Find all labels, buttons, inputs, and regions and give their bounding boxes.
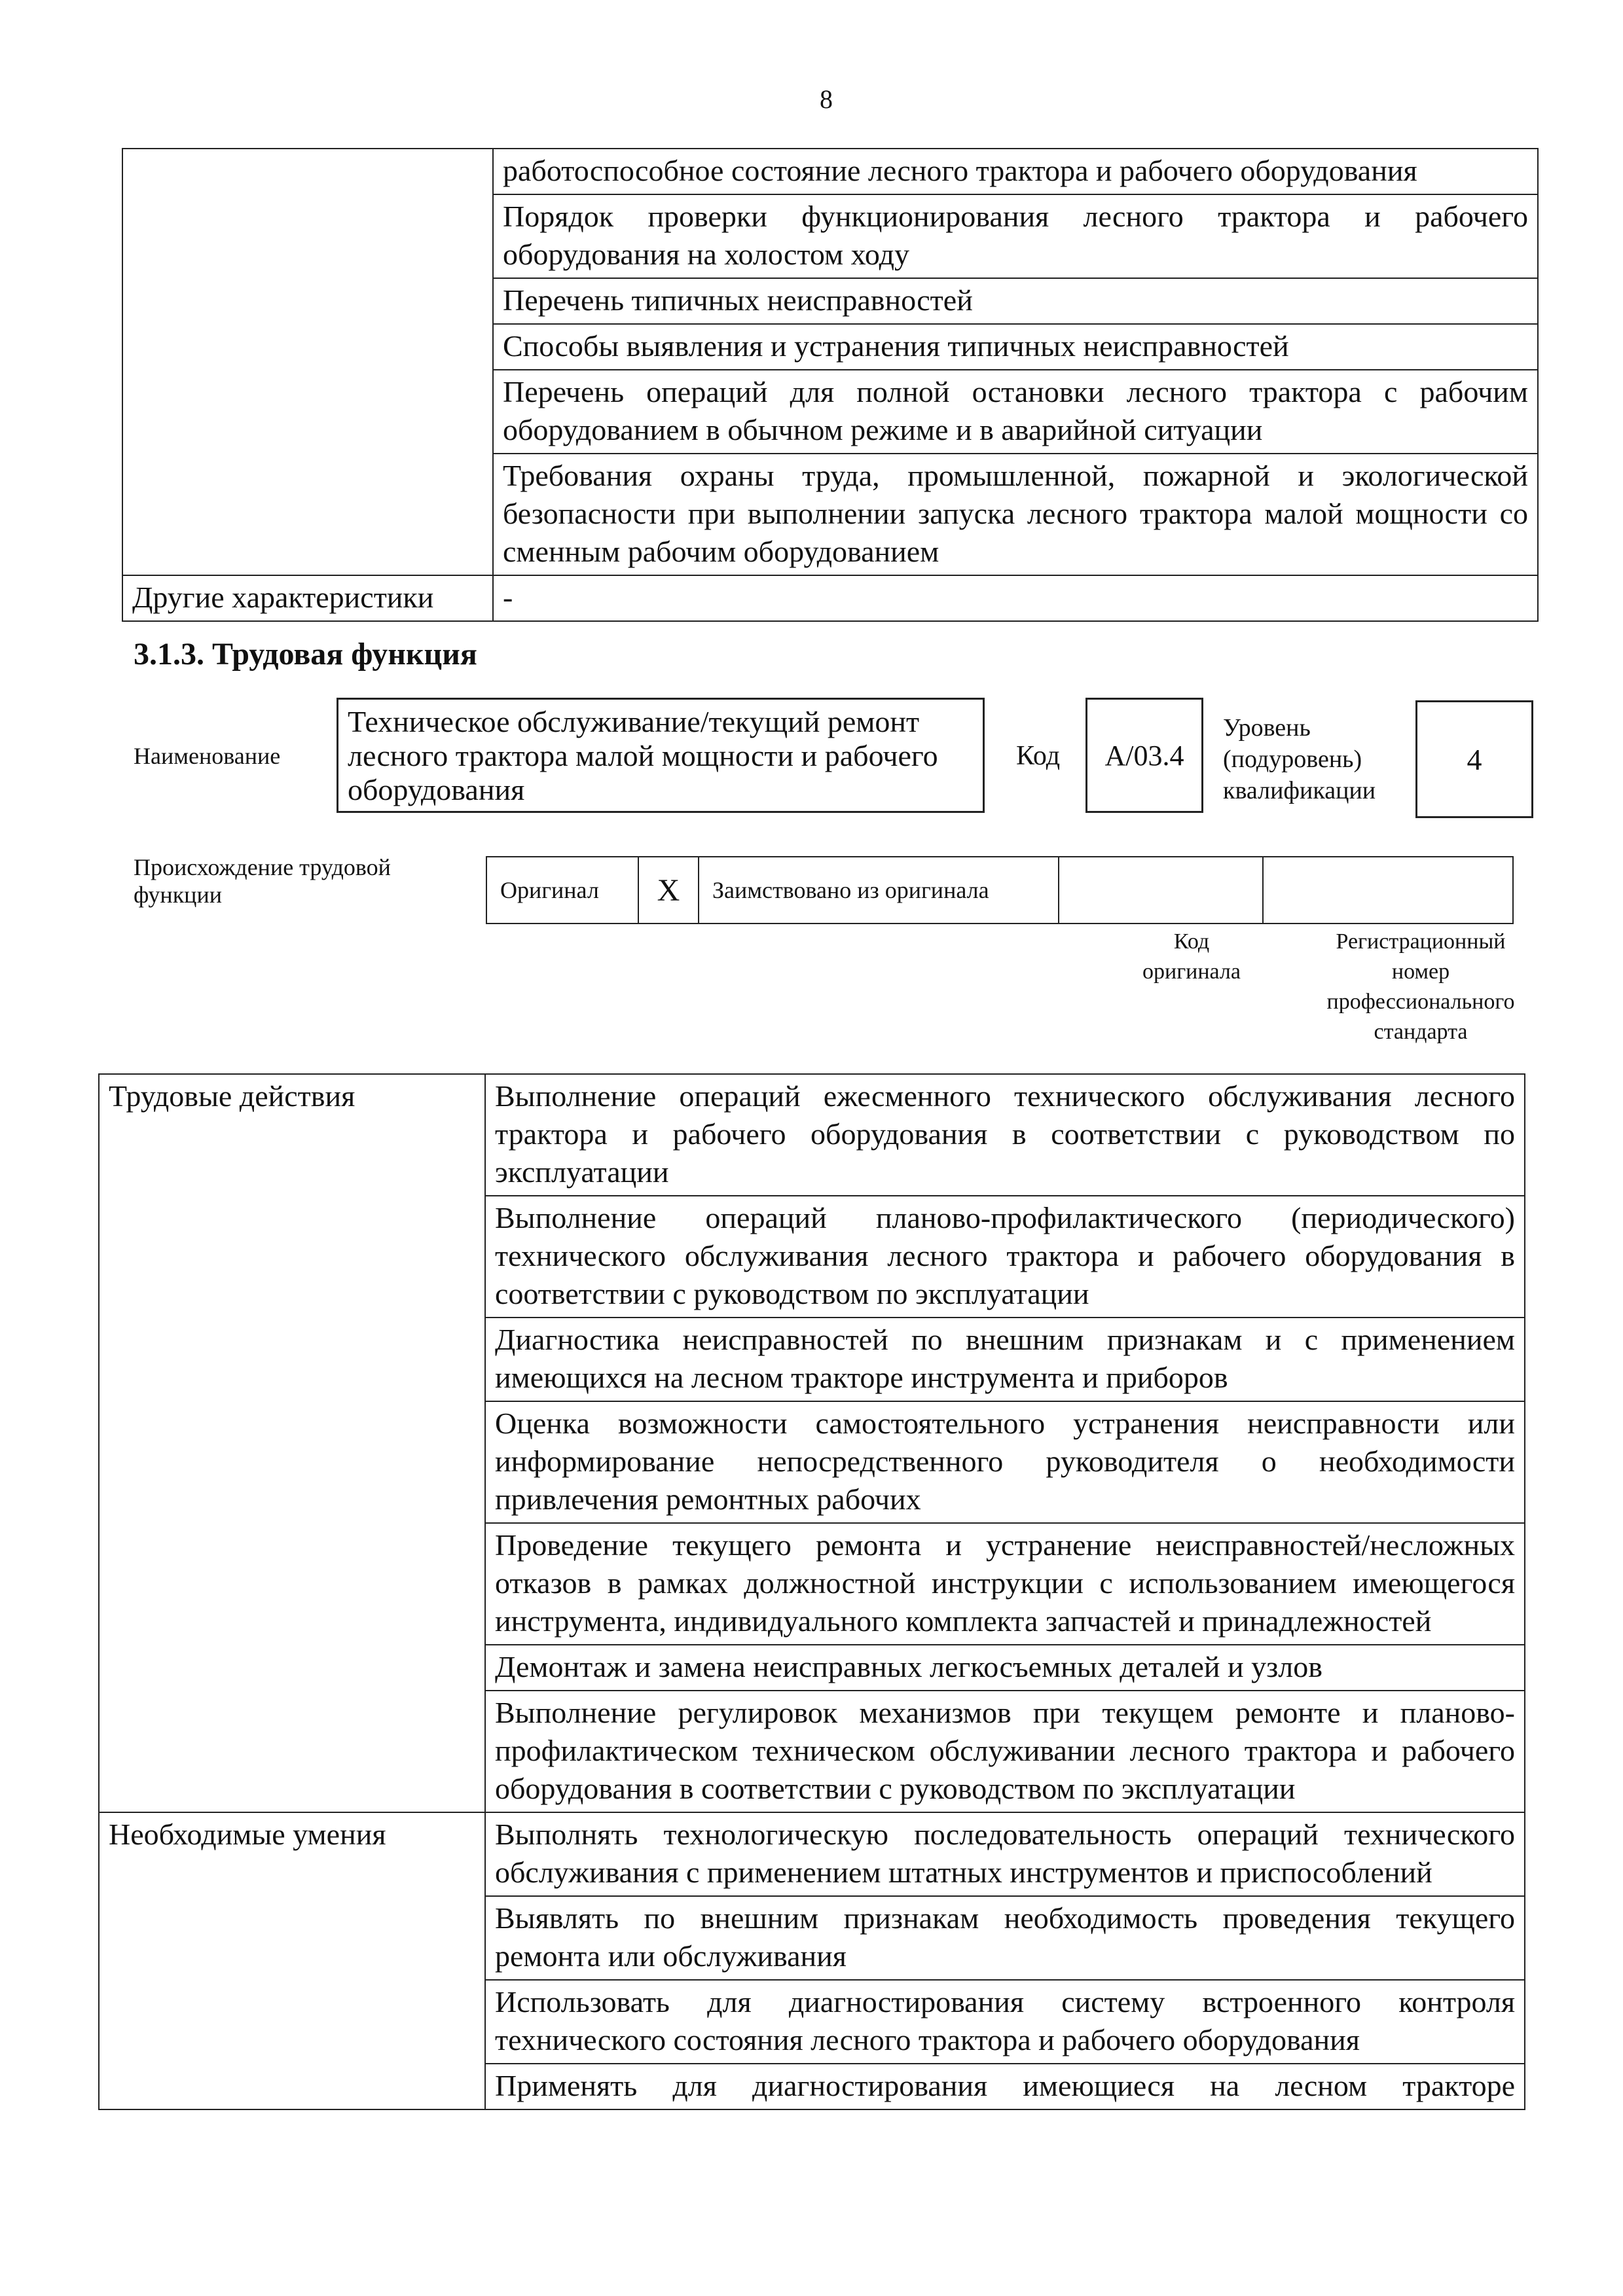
caption-line: оригинала (1142, 960, 1241, 984)
table-row: Выполнение операций планово-профилактического (периодического) технического обслуживания лесного трактора и рабочего оборудования в соответствии с руководством по эксплуатации (485, 1196, 1525, 1318)
table-row: Диагностика неисправностей по внешним признакам и с применением имеющихся на лесном тракторе инструмента и приборов (485, 1318, 1525, 1401)
caption-line: номер (1391, 960, 1450, 984)
name-label: Наименование (134, 743, 281, 769)
function-code-box: A/03.4 (1085, 698, 1203, 813)
table-row: Требования охраны труда, промышленной, пожарной и экологической безопасности при выполнении запуска лесного трактора малой мощности со сменным рабочим оборудованием (493, 454, 1538, 575)
level-label-line: (подуровень) (1223, 745, 1362, 773)
table-row: Использовать для диагностирования систему встроенного контроля технического состояния лесного трактора и рабочего оборудования (485, 1980, 1525, 2064)
table-row: Порядок проверки функционирования лесного трактора и рабочего оборудования на холостом ходу (493, 194, 1538, 278)
table-row: Способы выявления и устранения типичных неисправностей (493, 324, 1538, 370)
table-cell-empty (122, 149, 493, 575)
original-label: Оригинал (486, 857, 638, 924)
table-row: Выполнение операций ежесменного технического обслуживания лесного трактора и рабочего оборудования в соответствии с руководством по эксплуатации (485, 1074, 1525, 1196)
code-label: Код (1016, 741, 1061, 771)
table-row: Проведение текущего ремонта и устранение неисправностей/несложных отказов в рамках должностной инструкции с использованием имеющегося инструмента, индивидуального комплекта запчастей и принадлежностей (485, 1523, 1525, 1645)
original-code-caption (1100, 927, 1283, 987)
qualification-level-box: 4 (1415, 700, 1533, 818)
origin-label-line: функции (134, 882, 222, 908)
table-row: Выполнять технологическую последовательность операций технического обслуживания с применением штатных инструментов и приспособлений (485, 1812, 1525, 1896)
table-row: Демонтаж и замена неисправных легкосъемных деталей и узлов (485, 1645, 1525, 1691)
caption-line: Код (1173, 929, 1210, 954)
level-label-line: Уровень (1223, 714, 1311, 742)
caption-line: Регистрационный (1336, 929, 1506, 954)
original-code-cell (1059, 857, 1263, 924)
table-row: Выявлять по внешним признакам необходимость проведения текущего ремонта или обслуживания (485, 1896, 1525, 1980)
table-row: Применять для диагностирования имеющиеся на лесном тракторе (485, 2064, 1525, 2109)
table-row: Выполнение регулировок механизмов при текущем ремонте и планово-профилактическом техническом обслуживании лесного трактора и рабочего оборудования в соответствии с руководством по эксплуатации (485, 1691, 1525, 1812)
labor-actions-label: Трудовые действия (99, 1074, 485, 1812)
original-mark: X (638, 857, 699, 924)
table-row: работоспособное состояние лесного трактора и рабочего оборудования (493, 149, 1538, 194)
page-number: 8 (820, 84, 833, 114)
level-label-line: квалификации (1223, 777, 1376, 804)
caption-line: стандарта (1374, 1020, 1468, 1044)
table-row: Перечень типичных неисправностей (493, 278, 1538, 324)
table-row: Перечень операций для полной остановки лесного трактора с рабочим оборудованием в обычном режиме и в аварийной ситуации (493, 370, 1538, 454)
level-label (1223, 712, 1376, 806)
origin-label (134, 853, 391, 908)
required-skills-label: Необходимые умения (99, 1812, 485, 2109)
other-characteristics-label: Другие характеристики (122, 575, 493, 621)
registration-number-caption (1283, 927, 1558, 1047)
function-name-box: Техническое обслуживание/текущий ремонт лесного трактора малой мощности и рабочего оборудования (337, 698, 985, 813)
requirements-table-continued (122, 148, 1539, 622)
other-characteristics-value: - (493, 575, 1538, 621)
caption-line: профессионального (1326, 990, 1515, 1014)
borrowed-label: Заимствовано из оригинала (699, 857, 1059, 924)
registration-number-cell (1263, 857, 1513, 924)
origin-label-line: Происхождение трудовой (134, 854, 391, 880)
labor-function-table (98, 1073, 1525, 2110)
table-row: Оценка возможности самостоятельного устранения неисправности или информирование непосредственного руководителя о необходимости привлечения ремонтных рабочих (485, 1401, 1525, 1523)
origin-table (486, 856, 1514, 924)
section-title: 3.1.3. Трудовая функция (134, 637, 477, 672)
